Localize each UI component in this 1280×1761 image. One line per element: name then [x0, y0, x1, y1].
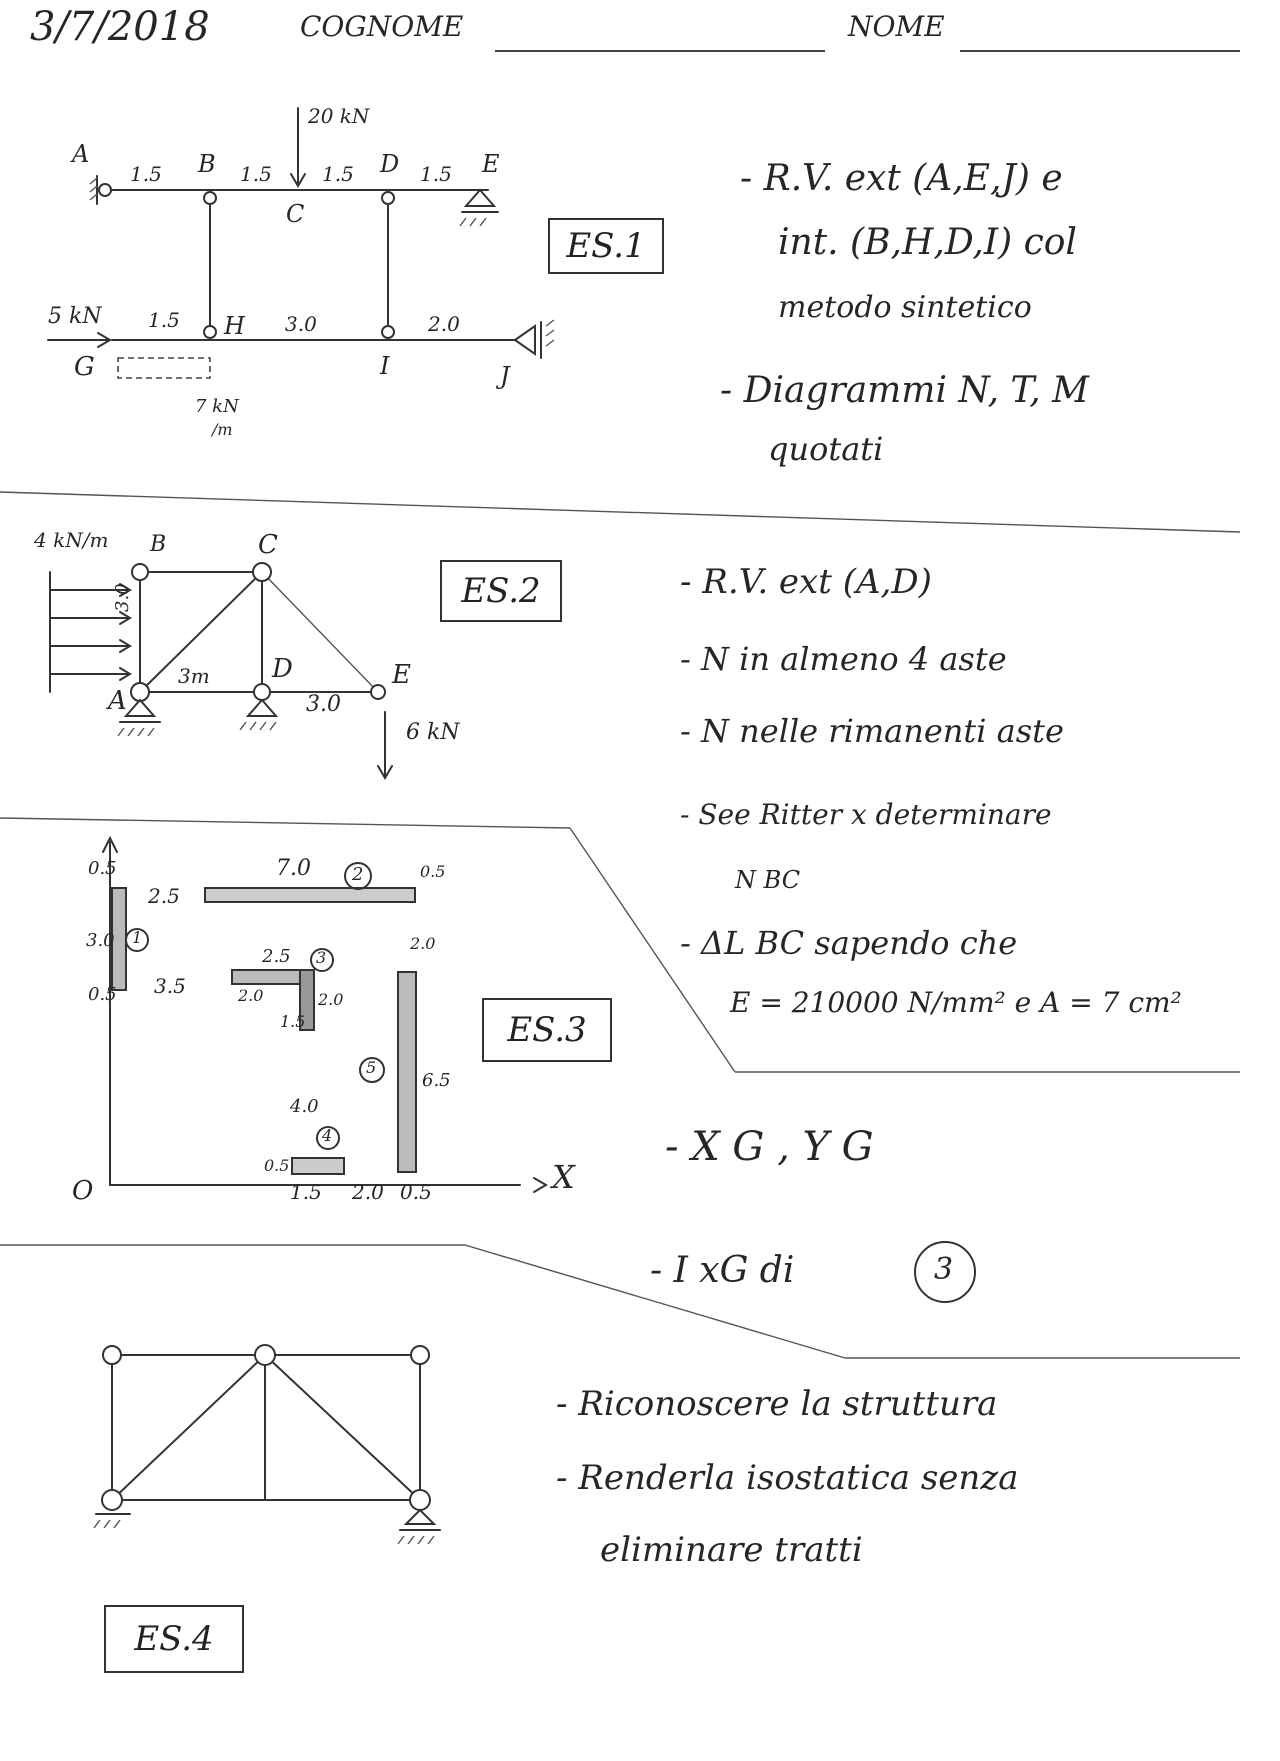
ex3-dim-14: 0.5: [264, 1156, 290, 1175]
ex1-dim-ij: 2.0: [428, 312, 460, 336]
ex2-node-b: [132, 564, 148, 580]
ex3-dim-16: 2.0: [352, 1180, 384, 1204]
ex4-support-right: [398, 1510, 440, 1544]
ex2-node-c: [253, 563, 271, 581]
ex4-task-3: eliminare tratti: [600, 1530, 863, 1570]
ex2-dim-de: 3.0: [306, 692, 341, 717]
ex4-support-left: [94, 1514, 130, 1528]
ex1-distributed-load-value: 7 kN: [195, 396, 239, 417]
ex2-task-3: - N nelle rimanenti aste: [680, 712, 1064, 750]
ex2-task-4: - See Ritter x determinare: [680, 798, 1052, 831]
ex3-label-1: 1: [132, 928, 143, 947]
ex1-frame: [48, 108, 554, 378]
ex3-dim-2: 0.5: [88, 984, 117, 1005]
ex3-section-5: [398, 972, 416, 1172]
ex1-dim-ab: 1.5: [130, 162, 162, 186]
ex1-label-c: C: [286, 200, 305, 228]
ex1-task-3: metodo sintetico: [778, 290, 1032, 325]
ex2-node-d: [254, 684, 270, 700]
ex4-tag: ES.4: [104, 1605, 244, 1673]
ex1-support-j: [515, 320, 554, 358]
ex3-dim-7: 2.5: [262, 946, 291, 967]
ex1-support-a: [90, 176, 97, 204]
ex3-dim-8: 2.0: [238, 986, 264, 1005]
ex3-section-4: [292, 1158, 344, 1174]
ex2-label-c: C: [258, 530, 278, 560]
ex3-dim-4: 3.5: [154, 974, 186, 998]
ex1-hinge-h: [204, 326, 216, 338]
ex3-dim-11: 2.0: [410, 934, 436, 953]
ex3-dim-10: 2.0: [318, 990, 344, 1009]
ex1-label-b: B: [198, 150, 216, 178]
ex3-tag: ES.3: [482, 998, 612, 1062]
ex3-dim-0: 0.5: [88, 858, 117, 879]
name-label: NOME: [848, 10, 945, 43]
ex4-truss: [94, 1345, 440, 1544]
ex3-task-3: 3: [934, 1252, 954, 1287]
ex3-origin: O: [72, 1176, 94, 1206]
ex3-task-1: - X G , Y G: [665, 1124, 874, 1170]
ex2-task-2: - N in almeno 4 aste: [680, 640, 1007, 678]
ex1-label-i: I: [380, 352, 390, 380]
ex1-hinge-d: [382, 192, 394, 204]
ex2-label-b: B: [150, 532, 167, 557]
ex3-dim-13: 4.0: [290, 1096, 319, 1117]
ex1-dim-cd: 1.5: [322, 162, 354, 186]
ex3-dim-5: 7.0: [276, 856, 311, 881]
ex2-task-6: - ΔL BC sapendo che: [680, 924, 1018, 962]
ex2-node-e: [371, 685, 385, 699]
ex1-node-a: [99, 184, 111, 196]
separator-2a: [0, 818, 570, 828]
ex1-distributed-load: [118, 358, 210, 378]
ex1-label-e: E: [482, 150, 500, 178]
ex4-task-1: - Riconoscere la struttura: [556, 1384, 998, 1424]
ex2-dim-ad: 3m: [178, 664, 210, 688]
ex3-label-3: 3: [316, 948, 327, 967]
ex3-dim-3: 2.5: [148, 884, 180, 908]
ex1-dim-bc: 1.5: [240, 162, 272, 186]
ex1-task-5: quotati: [768, 430, 884, 468]
ex3-label-5: 5: [366, 1058, 377, 1077]
ex1-label-j: J: [500, 362, 510, 390]
ex1-label-g: G: [74, 352, 95, 382]
ex1-task-1: - R.V. ext (A,E,J) e: [740, 158, 1063, 199]
date: 3/7/2018: [30, 4, 210, 50]
ex2-tag: ES.2: [440, 560, 562, 622]
ex2-label-d: D: [272, 654, 293, 684]
ex2-support-d: [240, 700, 276, 730]
ex1-tag: ES.1: [548, 218, 664, 274]
ex1-support-e: [460, 190, 498, 226]
ex3-axis-x-label: X: [552, 1158, 575, 1196]
ex2-truss: [50, 563, 392, 778]
ex3-dim-15: 1.5: [290, 1180, 322, 1204]
ex3-task-2: - I xG di: [650, 1250, 795, 1291]
ex3-label-4: 4: [322, 1126, 333, 1145]
ex1-task-4: - Diagrammi N, T, M: [720, 370, 1089, 411]
ex2-task-1: - R.V. ext (A,D): [680, 562, 932, 602]
ex1-distributed-load-unit: /m: [212, 420, 233, 439]
ex1-label-d: D: [380, 150, 400, 178]
ex2-label-a: A: [108, 686, 127, 716]
ex3-dim-9: 1.5: [280, 1012, 306, 1031]
ex1-label-h: H: [224, 312, 245, 340]
ex2-task-7: E = 210000 N/mm² e A = 7 cm²: [730, 986, 1182, 1019]
ex3-dim-6: 0.5: [420, 862, 446, 881]
ex1-label-a: A: [72, 140, 90, 168]
ex2-dim-height: 3.0: [112, 583, 133, 612]
ex3-label-2: 2: [352, 864, 364, 885]
ex2-label-e: E: [392, 660, 411, 690]
ex1-hinge-i: [382, 326, 394, 338]
ex2-node-a: [131, 683, 149, 701]
ex3-dim-17: 0.5: [400, 1180, 432, 1204]
ex2-distributed-load-value: 4 kN/m: [34, 528, 109, 552]
ex2-point-load-value: 6 kN: [406, 720, 460, 745]
ex1-point-load-value: 20 kN: [308, 104, 370, 128]
ex1-task-2: int. (B,H,D,I) col: [778, 222, 1077, 263]
ex3-dim-12: 6.5: [422, 1070, 451, 1091]
ex2-task-5: N BC: [735, 866, 801, 894]
ex3-dim-1: 3.0: [86, 930, 115, 951]
ex1-dim-gh: 1.5: [148, 308, 180, 332]
ex1-horizontal-load-value: 5 kN: [48, 304, 102, 329]
surname-label: COGNOME: [300, 10, 464, 43]
ex3-section-2: [205, 888, 415, 902]
ex1-hinge-b: [204, 192, 216, 204]
separator-1: [0, 492, 1240, 532]
ex1-dim-hi: 3.0: [285, 312, 317, 336]
ex1-dim-de: 1.5: [420, 162, 452, 186]
ex4-task-2: - Renderla isostatica senza: [556, 1458, 1019, 1498]
